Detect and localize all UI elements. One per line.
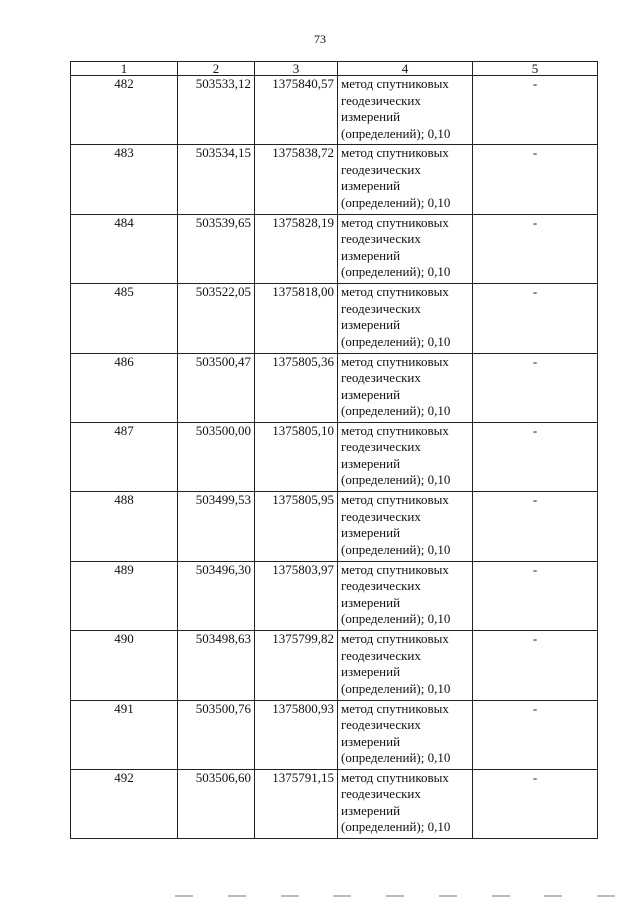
coord-x-cell: 503534,15 bbox=[178, 145, 255, 214]
coord-y-cell: 1375818,00 bbox=[255, 284, 338, 353]
method-line: метод спутниковых bbox=[341, 145, 449, 161]
method-line: измерений bbox=[341, 455, 401, 471]
point-number-cell: 485 bbox=[71, 284, 178, 353]
method-line: метод спутниковых bbox=[341, 492, 449, 508]
footer-mark bbox=[228, 895, 246, 897]
coordinates-table bbox=[70, 61, 598, 839]
point-number-cell: 492 bbox=[71, 769, 178, 838]
header-col-4: 4 bbox=[338, 62, 473, 76]
note-cell: - bbox=[473, 769, 598, 838]
method-line: метод спутниковых bbox=[341, 76, 449, 91]
footer-mark bbox=[544, 895, 562, 897]
footer-mark bbox=[175, 895, 193, 897]
method-cell bbox=[338, 769, 473, 838]
method-line: (определений); 0,10 bbox=[341, 541, 451, 557]
coord-y-cell: 1375840,57 bbox=[255, 76, 338, 145]
note-cell: - bbox=[473, 422, 598, 491]
table-header bbox=[71, 62, 598, 76]
table-row bbox=[71, 76, 598, 145]
method-line: измерений bbox=[341, 594, 401, 610]
method-cell bbox=[338, 700, 473, 769]
method-line: (определений); 0,10 bbox=[341, 750, 451, 766]
note-cell: - bbox=[473, 145, 598, 214]
method-cell bbox=[338, 214, 473, 283]
table-row bbox=[71, 769, 598, 838]
method-line: (определений); 0,10 bbox=[341, 680, 451, 696]
footer-mark bbox=[333, 895, 351, 897]
method-line: геодезических bbox=[341, 508, 421, 524]
table-row bbox=[71, 214, 598, 283]
coord-y-cell: 1375828,19 bbox=[255, 214, 338, 283]
method-line: геодезических bbox=[341, 717, 421, 733]
coord-x-cell: 503500,76 bbox=[178, 700, 255, 769]
method-line: геодезических bbox=[341, 161, 421, 177]
page-number: 73 bbox=[314, 32, 326, 46]
method-cell bbox=[338, 492, 473, 561]
point-number-cell: 482 bbox=[71, 76, 178, 145]
method-line: (определений); 0,10 bbox=[341, 472, 451, 488]
method-line: геодезических bbox=[341, 92, 421, 108]
coord-x-cell: 503533,12 bbox=[178, 76, 255, 145]
coord-x-cell: 503506,60 bbox=[178, 769, 255, 838]
method-line: метод спутниковых bbox=[341, 769, 449, 785]
point-number-cell: 488 bbox=[71, 492, 178, 561]
method-line: измерений bbox=[341, 178, 401, 194]
header-col-1: 1 bbox=[71, 62, 178, 76]
method-line: измерений bbox=[341, 525, 401, 541]
coord-x-cell: 503500,47 bbox=[178, 353, 255, 422]
coord-y-cell: 1375805,10 bbox=[255, 422, 338, 491]
method-line: метод спутниковых bbox=[341, 353, 449, 369]
note-cell: - bbox=[473, 561, 598, 630]
point-number-cell: 490 bbox=[71, 631, 178, 700]
method-line: геодезических bbox=[341, 300, 421, 316]
method-line: (определений); 0,10 bbox=[341, 819, 451, 835]
method-line: измерений bbox=[341, 664, 401, 680]
method-line: (определений); 0,10 bbox=[341, 333, 451, 349]
method-line: метод спутниковых bbox=[341, 284, 449, 300]
method-line: метод спутниковых bbox=[341, 631, 449, 647]
method-cell bbox=[338, 284, 473, 353]
method-cell bbox=[338, 561, 473, 630]
method-line: измерений bbox=[341, 802, 401, 818]
method-cell bbox=[338, 76, 473, 145]
method-line: измерений bbox=[341, 247, 401, 263]
method-line: (определений); 0,10 bbox=[341, 264, 451, 280]
method-line: измерений bbox=[341, 109, 401, 124]
method-line: (определений); 0,10 bbox=[341, 611, 451, 627]
coord-x-cell: 503500,00 bbox=[178, 422, 255, 491]
method-line: метод спутниковых bbox=[341, 214, 449, 230]
coord-y-cell: 1375799,82 bbox=[255, 631, 338, 700]
point-number-cell: 483 bbox=[71, 145, 178, 214]
method-line: (определений); 0,10 bbox=[341, 403, 451, 419]
method-line: метод спутниковых bbox=[341, 700, 449, 716]
coord-x-cell: 503539,65 bbox=[178, 214, 255, 283]
point-number-cell: 486 bbox=[71, 353, 178, 422]
header-col-5: 5 bbox=[473, 62, 598, 76]
coord-x-cell: 503496,30 bbox=[178, 561, 255, 630]
note-cell: - bbox=[473, 214, 598, 283]
method-line: геодезических bbox=[341, 578, 421, 594]
coord-y-cell: 1375791,15 bbox=[255, 769, 338, 838]
method-line: измерений bbox=[341, 733, 401, 749]
method-line: метод спутниковых bbox=[341, 422, 449, 438]
method-line: (определений); 0,10 bbox=[341, 194, 451, 210]
note-cell: - bbox=[473, 631, 598, 700]
note-cell: - bbox=[473, 284, 598, 353]
table-row bbox=[71, 422, 598, 491]
footer-mark bbox=[439, 895, 457, 897]
note-cell: - bbox=[473, 353, 598, 422]
method-line: измерений bbox=[341, 317, 401, 333]
method-line: геодезических bbox=[341, 647, 421, 663]
coord-y-cell: 1375803,97 bbox=[255, 561, 338, 630]
coord-x-cell: 503499,53 bbox=[178, 492, 255, 561]
note-cell: - bbox=[473, 492, 598, 561]
method-cell bbox=[338, 353, 473, 422]
table-row bbox=[71, 492, 598, 561]
table-row bbox=[71, 561, 598, 630]
header-col-3: 3 bbox=[255, 62, 338, 76]
coord-x-cell: 503498,63 bbox=[178, 631, 255, 700]
note-cell: - bbox=[473, 700, 598, 769]
point-number-cell: 484 bbox=[71, 214, 178, 283]
table-body bbox=[71, 76, 598, 839]
footer-marks bbox=[175, 895, 615, 901]
method-line: геодезических bbox=[341, 786, 421, 802]
point-number-cell: 487 bbox=[71, 422, 178, 491]
header-col-2: 2 bbox=[178, 62, 255, 76]
coord-x-cell: 503522,05 bbox=[178, 284, 255, 353]
coord-y-cell: 1375805,36 bbox=[255, 353, 338, 422]
header-row bbox=[71, 62, 598, 76]
coord-y-cell: 1375805,95 bbox=[255, 492, 338, 561]
point-number-cell: 491 bbox=[71, 700, 178, 769]
method-line: геодезических bbox=[341, 231, 421, 247]
method-cell bbox=[338, 422, 473, 491]
footer-mark bbox=[492, 895, 510, 897]
method-line: (определений); 0,10 bbox=[341, 125, 451, 141]
footer-mark bbox=[386, 895, 404, 897]
footer-mark bbox=[281, 895, 299, 897]
table-row bbox=[71, 145, 598, 214]
method-cell bbox=[338, 631, 473, 700]
method-line: измерений bbox=[341, 386, 401, 402]
table-row bbox=[71, 631, 598, 700]
note-cell: - bbox=[473, 76, 598, 145]
method-line: метод спутниковых bbox=[341, 561, 449, 577]
footer-mark bbox=[597, 895, 615, 897]
coord-y-cell: 1375838,72 bbox=[255, 145, 338, 214]
point-number-cell: 489 bbox=[71, 561, 178, 630]
method-line: геодезических bbox=[341, 439, 421, 455]
method-line: геодезических bbox=[341, 370, 421, 386]
table-row bbox=[71, 353, 598, 422]
method-cell bbox=[338, 145, 473, 214]
table-row bbox=[71, 700, 598, 769]
coord-y-cell: 1375800,93 bbox=[255, 700, 338, 769]
table-row bbox=[71, 284, 598, 353]
